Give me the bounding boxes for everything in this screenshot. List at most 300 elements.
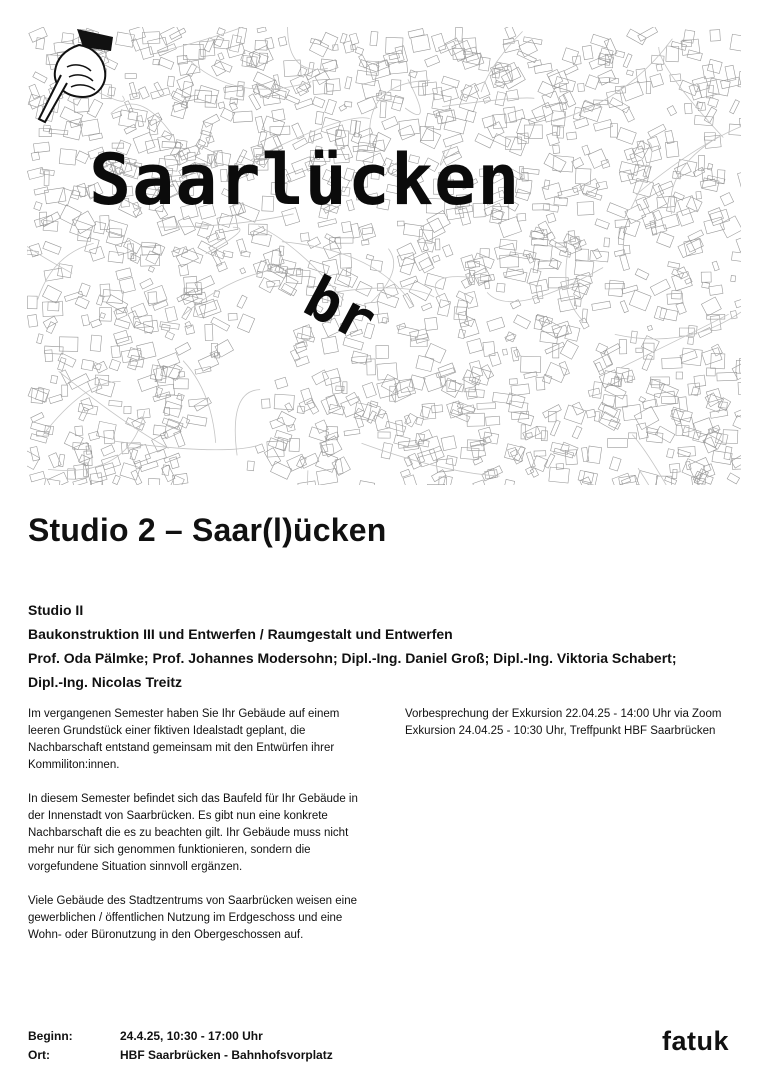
- map-building: [717, 372, 737, 381]
- map-building: [592, 301, 611, 311]
- map-building: [300, 233, 309, 242]
- map-building: [736, 237, 741, 252]
- map-building: [374, 413, 390, 430]
- map-building: [195, 366, 211, 374]
- map-building: [559, 250, 570, 257]
- map-building: [586, 409, 595, 418]
- map-building: [560, 83, 567, 92]
- map-building: [656, 64, 662, 71]
- map-building: [567, 132, 577, 140]
- map-building: [42, 285, 61, 303]
- map-building: [420, 406, 430, 418]
- map-building: [109, 359, 120, 370]
- map-building: [194, 90, 211, 103]
- map-building: [289, 438, 300, 451]
- map-building: [538, 81, 556, 97]
- map-building: [704, 107, 717, 123]
- map-building: [604, 344, 621, 356]
- map-building: [461, 255, 476, 271]
- map-building: [290, 349, 300, 361]
- map-building: [218, 53, 224, 60]
- map-building: [400, 276, 418, 287]
- map-building: [720, 216, 741, 238]
- map-building: [594, 411, 600, 421]
- map-building: [204, 38, 214, 52]
- map-building: [679, 397, 688, 412]
- map-building: [464, 316, 474, 326]
- excursion-date: Exkursion 24.04.25 - 10:30 Uhr, Treffpunkt HBF Saarbrücken: [405, 725, 716, 737]
- map-building: [237, 82, 245, 97]
- map-building: [563, 234, 581, 248]
- map-building: [395, 379, 416, 397]
- map-building: [678, 449, 691, 457]
- map-building: [588, 388, 600, 396]
- map-building: [64, 291, 83, 301]
- map-building: [170, 28, 186, 39]
- map-building: [708, 97, 719, 107]
- map-building: [473, 457, 483, 465]
- map-building: [441, 87, 458, 102]
- map-building: [166, 419, 183, 431]
- map-building: [44, 171, 49, 186]
- map-building: [610, 98, 630, 113]
- map-building: [563, 91, 576, 107]
- map-building: [504, 62, 521, 81]
- map-building: [702, 282, 710, 288]
- place-label: Ort:: [28, 1048, 50, 1062]
- map-building: [483, 342, 495, 357]
- pointing-hand-icon: [27, 27, 117, 127]
- map-building: [326, 395, 338, 410]
- map-building: [731, 454, 741, 468]
- map-building: [30, 471, 45, 482]
- map-building: [125, 74, 136, 79]
- map-building: [419, 258, 434, 273]
- map-building: [382, 116, 398, 129]
- map-building: [292, 123, 304, 139]
- map-building: [151, 88, 171, 99]
- map-building: [423, 373, 442, 392]
- map-building: [377, 363, 398, 380]
- map-building: [528, 60, 542, 68]
- map-building: [605, 283, 624, 289]
- map-building: [627, 29, 647, 45]
- map-building: [708, 208, 723, 223]
- map-building: [296, 342, 308, 348]
- map-building: [435, 239, 440, 250]
- map-building: [508, 110, 525, 123]
- map-building: [27, 296, 37, 309]
- map-building: [539, 316, 550, 327]
- map-building: [655, 426, 675, 443]
- map-building: [130, 93, 140, 100]
- map-building: [148, 120, 158, 136]
- map-building: [344, 429, 360, 436]
- map-building: [509, 379, 517, 385]
- map-building: [712, 344, 723, 356]
- map-building: [702, 348, 722, 365]
- map-building: [324, 84, 333, 95]
- map-building: [179, 417, 190, 428]
- map-building: [81, 398, 93, 411]
- map-building: [59, 149, 76, 165]
- map-building: [329, 404, 345, 415]
- map-building: [622, 285, 638, 294]
- map-building: [595, 219, 609, 229]
- map-building: [325, 99, 337, 114]
- map-building: [636, 197, 649, 211]
- map-building: [111, 346, 120, 358]
- map-building: [572, 402, 583, 415]
- map-building: [609, 457, 621, 471]
- map-building: [140, 461, 158, 472]
- map-building: [438, 363, 456, 378]
- map-building: [218, 102, 225, 109]
- map-building: [205, 324, 213, 340]
- map-building: [425, 343, 446, 363]
- map-building: [148, 292, 157, 304]
- map-building: [593, 249, 602, 259]
- map-building: [553, 145, 560, 154]
- map-building: [681, 348, 702, 366]
- map-building: [582, 145, 590, 155]
- map-building: [609, 78, 618, 84]
- map-building: [70, 220, 93, 239]
- map-building: [281, 283, 296, 295]
- map-building: [274, 394, 294, 410]
- map-building: [100, 284, 110, 297]
- map-building: [198, 241, 217, 256]
- map-building: [240, 268, 246, 274]
- map-building: [165, 331, 174, 340]
- map-building: [582, 45, 593, 59]
- map-building: [449, 381, 465, 392]
- map-building: [621, 81, 643, 101]
- map-building: [251, 231, 271, 246]
- map-building: [505, 27, 516, 39]
- map-building: [546, 213, 556, 223]
- place-value: HBF Saarbrücken - Bahnhofsvorplatz: [120, 1048, 333, 1062]
- map-building: [64, 432, 83, 450]
- map-building: [701, 297, 721, 316]
- map-building: [432, 255, 440, 262]
- map-building: [619, 475, 636, 484]
- map-building: [96, 379, 115, 397]
- hero-subtitle: br: [293, 262, 388, 356]
- course-subjects: Baukonstruktion III und Entwerfen / Raumgestalt und Entwerfen: [28, 626, 453, 642]
- map-building: [506, 90, 519, 101]
- map-building: [104, 430, 115, 443]
- map-building: [255, 444, 264, 453]
- map-building: [477, 403, 496, 410]
- map-building: [547, 132, 560, 146]
- map-building: [648, 136, 661, 151]
- map-building: [650, 279, 670, 296]
- map-building: [285, 403, 293, 412]
- map-building: [295, 356, 310, 367]
- map-building: [608, 280, 623, 296]
- map-building: [316, 468, 337, 485]
- map-building: [731, 276, 736, 282]
- map-building: [28, 315, 38, 328]
- map-building: [397, 221, 404, 226]
- map-building: [721, 77, 741, 89]
- map-building: [376, 345, 389, 358]
- map-building: [30, 446, 40, 461]
- map-building: [223, 251, 233, 258]
- map-building: [60, 205, 82, 226]
- map-building: [45, 350, 53, 362]
- map-building: [236, 27, 246, 43]
- map-building: [140, 254, 159, 266]
- map-building: [615, 395, 627, 407]
- map-building: [95, 463, 115, 478]
- map-building: [320, 32, 338, 50]
- map-building: [315, 71, 330, 85]
- map-building: [654, 391, 676, 406]
- map-building: [503, 40, 520, 52]
- map-building: [378, 409, 386, 418]
- map-building: [709, 285, 723, 295]
- map-building: [335, 238, 353, 243]
- map-building: [214, 60, 232, 72]
- map-building: [686, 197, 702, 212]
- map-building: [629, 290, 651, 311]
- map-building: [688, 383, 701, 395]
- map-building: [530, 279, 549, 293]
- map-building: [90, 473, 103, 485]
- map-building: [228, 313, 237, 320]
- map-building: [62, 385, 68, 396]
- map-building: [139, 87, 150, 99]
- map-building: [398, 440, 417, 448]
- map-building: [419, 82, 426, 96]
- map-building: [619, 162, 639, 176]
- map-building: [76, 151, 90, 164]
- map-building: [521, 356, 541, 372]
- map-building: [212, 62, 226, 76]
- map-building: [446, 456, 457, 466]
- map-building: [124, 406, 131, 413]
- map-building: [185, 95, 198, 101]
- map-building: [441, 436, 456, 451]
- map-street: [632, 435, 689, 485]
- map-building: [90, 335, 101, 351]
- map-building: [588, 149, 607, 169]
- map-street: [621, 314, 729, 368]
- map-building: [214, 36, 224, 47]
- map-building: [717, 170, 725, 184]
- map-building: [418, 436, 441, 456]
- map-building: [693, 418, 714, 438]
- map-building: [31, 152, 40, 161]
- hero-map-image: [27, 27, 741, 485]
- map-building: [312, 97, 325, 108]
- map-building: [727, 473, 739, 484]
- map-building: [129, 82, 137, 97]
- map-building: [544, 180, 550, 189]
- map-building: [667, 106, 676, 116]
- map-building: [355, 47, 364, 55]
- map-building: [154, 82, 164, 96]
- course-staff-continued: Dipl.-Ing. Nicolas Treitz: [28, 674, 183, 690]
- map-building: [286, 95, 300, 104]
- map-building: [698, 102, 706, 110]
- map-building: [635, 269, 649, 280]
- map-building: [636, 348, 643, 353]
- map-building: [75, 426, 83, 436]
- map-building: [658, 181, 673, 191]
- map-building: [141, 47, 154, 60]
- map-building: [486, 416, 500, 425]
- map-building: [272, 109, 285, 122]
- map-building: [667, 196, 677, 212]
- map-building: [679, 80, 699, 96]
- map-building: [634, 141, 650, 159]
- map-building: [647, 427, 659, 435]
- map-building: [474, 253, 495, 269]
- map-building: [175, 342, 191, 355]
- start-value: 24.4.25, 10:30 - 17:00 Uhr: [120, 1029, 263, 1043]
- map-building: [619, 339, 627, 354]
- map-building: [351, 223, 360, 238]
- page-title: Studio 2 – Saar(l)ücken: [28, 512, 387, 548]
- map-building: [51, 375, 58, 383]
- map-building: [108, 251, 124, 263]
- map-building: [359, 223, 375, 240]
- description-paragraph: In diesem Semester befindet sich das Baufeld für Ihr Gebäude in der Innenstadt von Saarbrücken. Es gibt nun eine konkrete Nachbarschaft die es zu beachten gilt. Ihr Gebäude muss nicht mehr nur für sich genommen funktionieren, sondern die vorgefundene Situation sinnvoll ergänzen.: [28, 793, 358, 873]
- map-building: [421, 218, 446, 241]
- map-building: [634, 406, 659, 429]
- map-building: [482, 365, 494, 379]
- map-building: [473, 480, 485, 485]
- map-building: [158, 57, 174, 69]
- map-building: [698, 155, 704, 170]
- map-building: [44, 479, 60, 485]
- map-building: [345, 102, 352, 108]
- map-building: [729, 124, 741, 136]
- fatuk-logo: fatuk: [662, 1026, 730, 1056]
- map-building: [158, 353, 180, 370]
- map-building: [572, 426, 582, 439]
- map-building: [577, 202, 594, 216]
- map-building: [301, 388, 314, 405]
- map-building: [416, 356, 434, 372]
- map-building: [131, 470, 142, 485]
- map-building: [277, 411, 296, 427]
- map-building: [75, 296, 89, 308]
- map-building: [340, 254, 352, 269]
- map-building: [173, 247, 180, 253]
- map-building: [59, 337, 78, 352]
- map-building: [452, 40, 474, 61]
- map-building: [47, 472, 68, 485]
- map-building: [550, 420, 560, 436]
- map-building: [174, 431, 185, 447]
- map-building: [677, 208, 694, 226]
- map-building: [514, 315, 531, 329]
- map-building: [436, 293, 449, 307]
- map-building: [601, 159, 610, 168]
- map-building: [465, 261, 479, 267]
- map-building: [211, 251, 222, 266]
- map-building: [712, 451, 732, 465]
- map-building: [608, 439, 628, 448]
- map-building: [177, 393, 185, 400]
- map-building: [623, 218, 640, 237]
- map-street: [288, 27, 328, 69]
- course-staff: Prof. Oda Pälmke; Prof. Johannes Modersohn; Dipl.-Ing. Daniel Groß; Dipl.-Ing. Viktoria Schabert;: [28, 650, 677, 666]
- map-building: [46, 322, 56, 334]
- map-building: [738, 72, 741, 89]
- map-building: [467, 413, 485, 426]
- map-building: [465, 110, 476, 122]
- map-building: [383, 50, 404, 66]
- map-building: [536, 377, 545, 390]
- map-building: [470, 361, 483, 378]
- map-street: [115, 441, 260, 450]
- city-map-background: [27, 27, 741, 485]
- map-building: [549, 71, 569, 89]
- map-building: [646, 82, 651, 94]
- map-building: [142, 32, 160, 44]
- map-building: [564, 405, 586, 424]
- map-building: [674, 163, 691, 178]
- map-building: [442, 76, 460, 88]
- map-building: [620, 301, 628, 313]
- map-building: [456, 291, 473, 304]
- map-building: [575, 168, 591, 184]
- map-building: [34, 187, 48, 195]
- map-building: [42, 301, 63, 316]
- map-building: [182, 307, 192, 320]
- map-building: [667, 449, 675, 458]
- map-building: [343, 41, 353, 53]
- map-building: [534, 63, 552, 73]
- map-building: [436, 459, 453, 473]
- map-building: [339, 104, 347, 111]
- map-street: [38, 243, 94, 299]
- map-building: [646, 379, 665, 398]
- map-building: [720, 192, 733, 206]
- map-building: [168, 364, 182, 380]
- map-building: [113, 475, 121, 484]
- description-paragraph: Viele Gebäude des Stadtzentrums von Saarbrücken weisen eine gewerblichen / öffentlichen Nutzung im Erdgeschoss und eine Wohn- oder Büronutzung in den Obergeschossen auf.: [28, 895, 358, 941]
- map-building: [542, 374, 551, 383]
- map-building: [696, 191, 702, 199]
- map-building: [661, 214, 679, 229]
- map-building: [440, 377, 445, 386]
- map-building: [562, 48, 578, 64]
- map-building: [706, 368, 715, 376]
- map-building: [578, 83, 585, 91]
- map-building: [609, 419, 621, 429]
- map-building: [148, 266, 154, 272]
- map-building: [730, 311, 737, 319]
- map-building: [460, 319, 479, 338]
- map-building: [557, 127, 564, 138]
- map-building: [586, 191, 602, 200]
- map-building: [738, 170, 742, 188]
- map-building: [738, 382, 741, 395]
- map-building: [610, 124, 617, 137]
- map-building: [267, 441, 284, 457]
- map-building: [487, 317, 505, 331]
- map-building: [411, 35, 431, 53]
- map-building: [637, 160, 644, 168]
- map-building: [93, 363, 101, 370]
- map-building: [676, 372, 682, 379]
